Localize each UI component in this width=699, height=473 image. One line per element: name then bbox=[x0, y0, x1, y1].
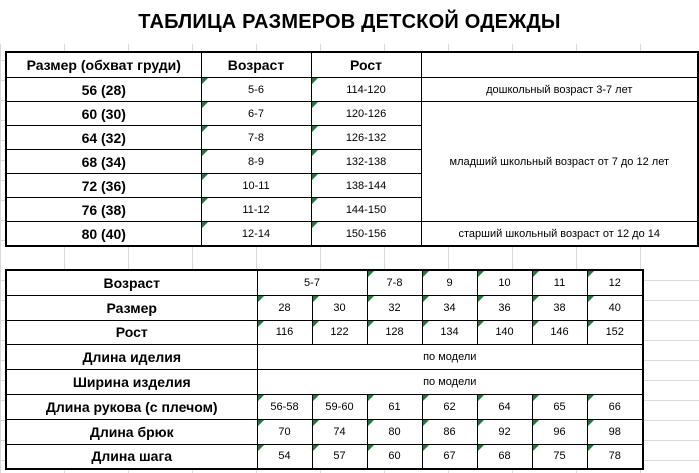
length-by-model[interactable]: по модели bbox=[257, 345, 643, 370]
age-cell[interactable]: 10 bbox=[477, 270, 532, 295]
step-cell[interactable]: 78 bbox=[587, 444, 643, 469]
step-cell[interactable]: 75 bbox=[532, 444, 587, 469]
trousers-cell[interactable]: 92 bbox=[477, 419, 532, 444]
table-header-row bbox=[6, 52, 698, 78]
size-cell[interactable]: 30 bbox=[312, 295, 367, 320]
age-cell[interactable]: 6-7 bbox=[201, 102, 311, 126]
age-cell[interactable]: 9 bbox=[422, 270, 477, 295]
size-cell[interactable]: 28 bbox=[257, 295, 312, 320]
measurements-table bbox=[5, 269, 644, 470]
header-height[interactable]: Рост bbox=[311, 52, 421, 78]
table-row bbox=[6, 78, 698, 102]
step-cell[interactable]: 67 bbox=[422, 444, 477, 469]
age-cell[interactable]: 11-12 bbox=[201, 198, 311, 222]
size-cell[interactable]: 76 (38) bbox=[6, 198, 201, 222]
label-age[interactable]: Возраст bbox=[6, 270, 257, 295]
age-cell[interactable]: 11 bbox=[532, 270, 587, 295]
age-cell[interactable]: 5-6 bbox=[201, 78, 311, 102]
label-size[interactable]: Размер bbox=[6, 295, 257, 320]
header-age[interactable]: Возраст bbox=[201, 52, 311, 78]
sleeve-cell[interactable]: 66 bbox=[587, 394, 643, 419]
step-cell[interactable]: 57 bbox=[312, 444, 367, 469]
age-cell[interactable]: 12-14 bbox=[201, 222, 311, 247]
step-cell[interactable]: 54 bbox=[257, 444, 312, 469]
row-sleeve bbox=[6, 394, 643, 419]
height-cell[interactable]: 122 bbox=[312, 320, 367, 345]
note-preschool[interactable]: дошкольный возраст 3-7 лет bbox=[421, 78, 698, 102]
height-cell[interactable]: 146 bbox=[532, 320, 587, 345]
age-cell[interactable]: 7-8 bbox=[367, 270, 422, 295]
trousers-cell[interactable]: 70 bbox=[257, 419, 312, 444]
sleeve-cell[interactable]: 62 bbox=[422, 394, 477, 419]
sheet-gap bbox=[0, 254, 699, 268]
size-cell[interactable]: 56 (28) bbox=[6, 78, 201, 102]
size-cell[interactable]: 36 bbox=[477, 295, 532, 320]
row-width bbox=[6, 370, 643, 395]
step-cell[interactable]: 60 bbox=[367, 444, 422, 469]
row-length bbox=[6, 345, 643, 370]
sleeve-cell[interactable]: 59-60 bbox=[312, 394, 367, 419]
height-cell[interactable]: 140 bbox=[477, 320, 532, 345]
trousers-cell[interactable]: 80 bbox=[367, 419, 422, 444]
table-row bbox=[6, 222, 698, 247]
height-cell[interactable]: 138-144 bbox=[311, 174, 421, 198]
height-cell[interactable]: 120-126 bbox=[311, 102, 421, 126]
trousers-cell[interactable]: 74 bbox=[312, 419, 367, 444]
height-cell[interactable]: 150-156 bbox=[311, 222, 421, 247]
step-cell[interactable]: 68 bbox=[477, 444, 532, 469]
header-blank[interactable] bbox=[421, 52, 698, 78]
age-cell[interactable]: 8-9 bbox=[201, 150, 311, 174]
size-cell[interactable]: 72 (36) bbox=[6, 174, 201, 198]
height-cell[interactable]: 116 bbox=[257, 320, 312, 345]
note-senior[interactable]: старший школьный возраст от 12 до 14 bbox=[421, 222, 698, 247]
size-cell[interactable]: 68 (34) bbox=[6, 150, 201, 174]
size-cell[interactable]: 32 bbox=[367, 295, 422, 320]
trousers-cell[interactable]: 98 bbox=[587, 419, 643, 444]
size-table bbox=[5, 51, 699, 247]
height-cell[interactable]: 126-132 bbox=[311, 126, 421, 150]
page-title: ТАБЛИЦА РАЗМЕРОВ ДЕТСКОЙ ОДЕЖДЫ bbox=[0, 0, 699, 44]
trousers-cell[interactable]: 86 bbox=[422, 419, 477, 444]
label-height[interactable]: Рост bbox=[6, 320, 257, 345]
size-cell[interactable]: 80 (40) bbox=[6, 222, 201, 247]
height-cell[interactable]: 144-150 bbox=[311, 198, 421, 222]
size-cell[interactable]: 34 bbox=[422, 295, 477, 320]
height-cell[interactable]: 132-138 bbox=[311, 150, 421, 174]
size-cell[interactable]: 38 bbox=[532, 295, 587, 320]
sleeve-cell[interactable]: 65 bbox=[532, 394, 587, 419]
age-cell[interactable]: 12 bbox=[587, 270, 643, 295]
age-cell[interactable]: 7-8 bbox=[201, 126, 311, 150]
height-cell[interactable]: 134 bbox=[422, 320, 477, 345]
row-step bbox=[6, 444, 643, 469]
row-age bbox=[6, 270, 643, 295]
label-sleeve[interactable]: Длина рукова (с плечом) bbox=[6, 394, 257, 419]
age-cell[interactable]: 10-11 bbox=[201, 174, 311, 198]
note-junior[interactable]: младший школьный возраст от 7 до 12 лет bbox=[421, 102, 698, 222]
header-size[interactable]: Размер (обхват груди) bbox=[6, 52, 201, 78]
row-size bbox=[6, 295, 643, 320]
sleeve-cell[interactable]: 61 bbox=[367, 394, 422, 419]
label-step[interactable]: Длина шага bbox=[6, 444, 257, 469]
width-by-model[interactable]: по модели bbox=[257, 370, 643, 395]
row-height bbox=[6, 320, 643, 345]
height-cell[interactable]: 114-120 bbox=[311, 78, 421, 102]
label-width[interactable]: Ширина изделия bbox=[6, 370, 257, 395]
height-cell[interactable]: 128 bbox=[367, 320, 422, 345]
label-trousers[interactable]: Длина брюк bbox=[6, 419, 257, 444]
age-cell[interactable]: 5-7 bbox=[257, 270, 367, 295]
size-cell[interactable]: 64 (32) bbox=[6, 126, 201, 150]
size-cell[interactable]: 60 (30) bbox=[6, 102, 201, 126]
sleeve-cell[interactable]: 64 bbox=[477, 394, 532, 419]
height-cell[interactable]: 152 bbox=[587, 320, 643, 345]
sleeve-cell[interactable]: 56-58 bbox=[257, 394, 312, 419]
row-trousers bbox=[6, 419, 643, 444]
table-row bbox=[6, 102, 698, 126]
size-cell[interactable]: 40 bbox=[587, 295, 643, 320]
label-length[interactable]: Длина иделия bbox=[6, 345, 257, 370]
trousers-cell[interactable]: 96 bbox=[532, 419, 587, 444]
